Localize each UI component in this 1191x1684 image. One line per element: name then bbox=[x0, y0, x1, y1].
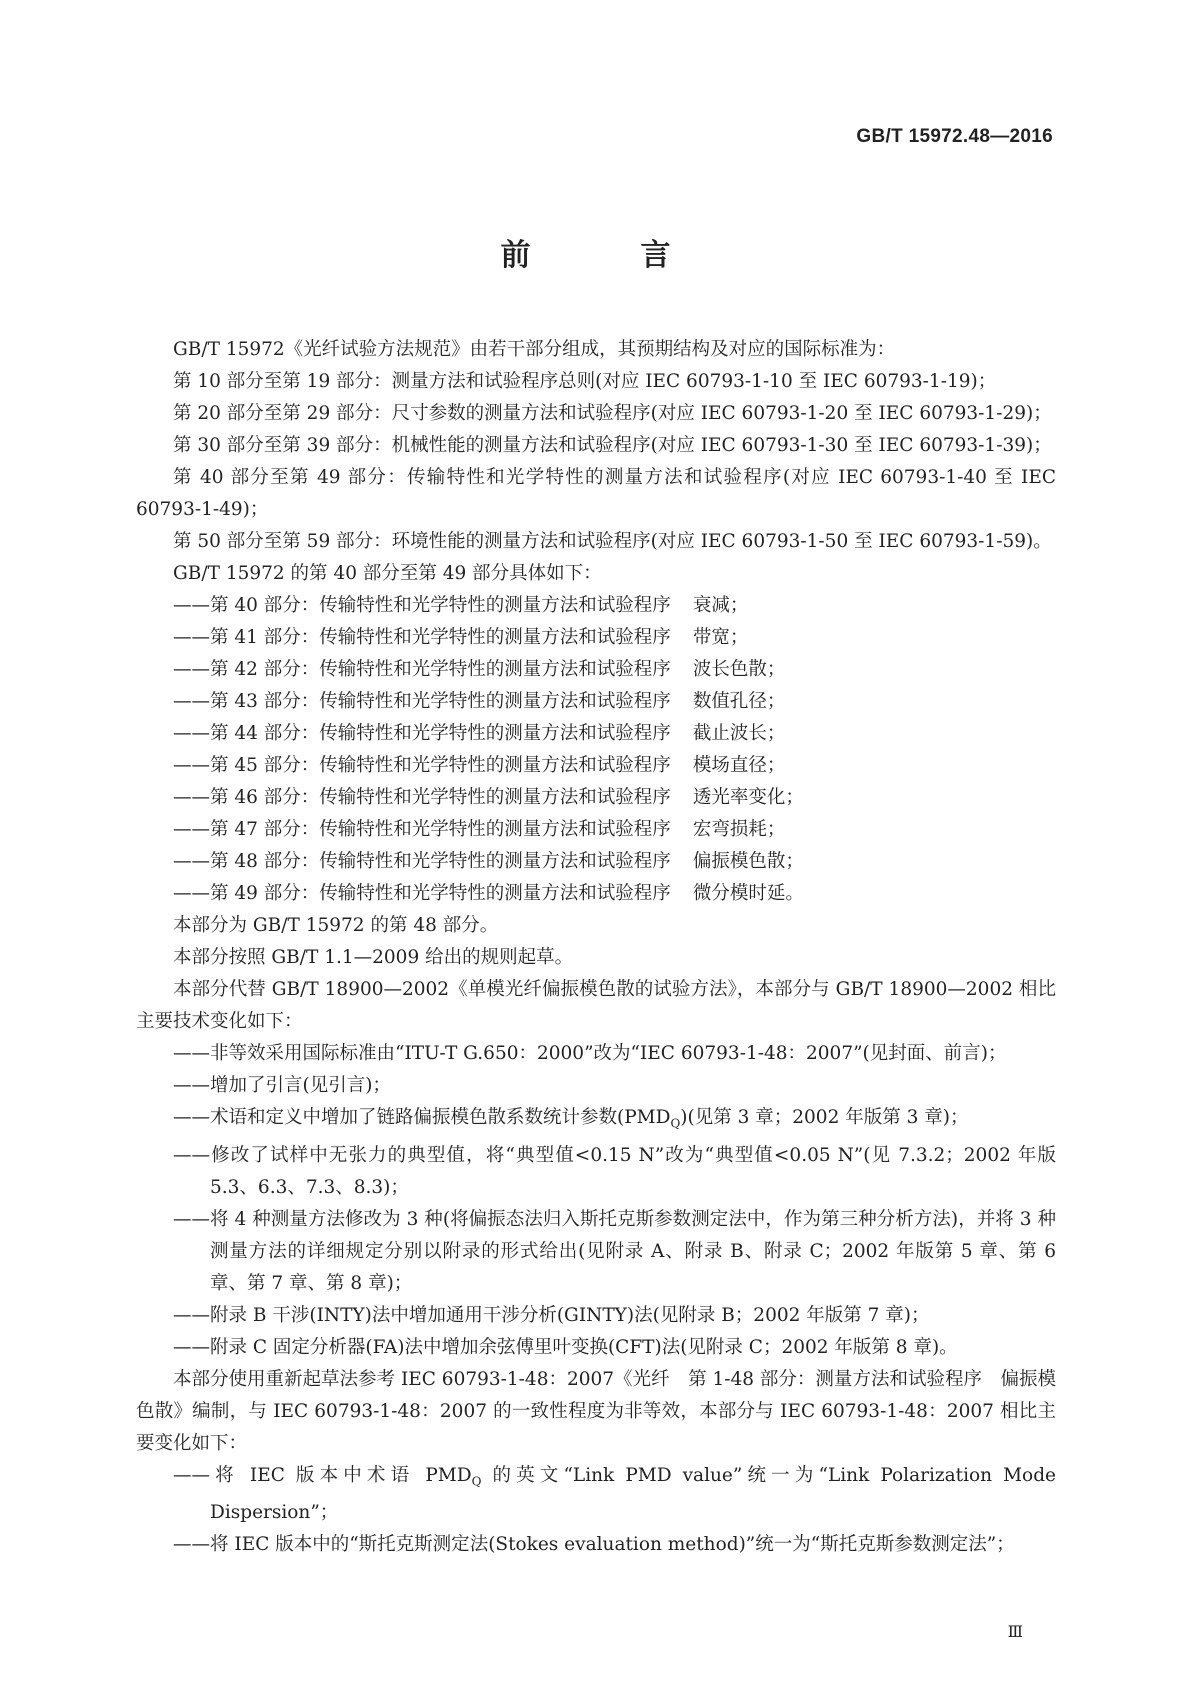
part-item: ——第 41 部分：传输特性和光学特性的测量方法和试验程序 带宽； bbox=[173, 627, 749, 648]
tech-change-item: ——增加了引言(见引言)； bbox=[173, 1075, 391, 1096]
page-title: 前 言 bbox=[500, 238, 711, 273]
part-item: ——第 46 部分：传输特性和光学特性的测量方法和试验程序 透光率变化； bbox=[173, 787, 804, 808]
structure-item: 第 30 部分至第 39 部分：机械性能的测量方法和试验程序(对应 IEC 60793-1-30 至 IEC 60793-1-39)； bbox=[173, 435, 1052, 456]
subscript: Q bbox=[670, 1116, 681, 1131]
structure-item: 第 40 部分至第 49 部分：传输特性和光学特性的测量方法和试验程序(对应 IEC 60793-1-40 至 IEC 60793-1-49)； bbox=[136, 467, 1056, 520]
part-item: ——第 43 部分：传输特性和光学特性的测量方法和试验程序 数值孔径； bbox=[173, 691, 786, 712]
intro-paragraph: GB/T 15972《光纤试验方法规范》由若干部分组成，其预期结构及对应的国际标准为： bbox=[173, 339, 896, 360]
tech-change-item: ——附录 B 干涉(INTY)法中增加通用干涉分析(GINTY)法(见附录 B；2002 年版第 7 章)； bbox=[173, 1304, 930, 1326]
replaces-paragraph: 本部分代替 GB/T 18900—2002《单模光纤偏振模色散的试验方法》，本部分与 GB/T 18900—2002 相比主要技术变化如下： bbox=[136, 979, 1056, 1032]
iec-change-item: ——将 IEC 版本中术语 $PMD_Q$ 的英文“Link PMD value”统一为“Link Polarization Mode Dispersion”； bbox=[173, 1464, 1056, 1524]
tech-change-item: ——修改了试样中无张力的典型值，将“典型值<0.15 N”改为“典型值<0.05 N”(见 7.3.2；2002 年版 5.3、6.3、7.3、8.3)； bbox=[173, 1144, 1056, 1198]
structure-item: 第 20 部分至第 29 部分：尺寸参数的测量方法和试验程序(对应 IEC 60793-1-20 至 IEC 60793-1-29)； bbox=[173, 403, 1052, 424]
part-item: ——第 49 部分：传输特性和光学特性的测量方法和试验程序 微分模时延。 bbox=[173, 883, 804, 904]
parts-intro: GB/T 15972 的第 40 部分至第 49 部分具体如下： bbox=[173, 563, 602, 584]
part-item: ——第 45 部分：传输特性和光学特性的测量方法和试验程序 模场直径； bbox=[173, 755, 786, 776]
structure-item: 第 10 部分至第 19 部分：测量方法和试验程序总则(对应 IEC 60793-1-10 至 IEC 60793-1-19)； bbox=[173, 371, 997, 392]
iec-change-item: ——将 IEC 版本中的“斯托克斯测定法(Stokes evaluation method)”统一为“斯托克斯参数测定法”； bbox=[173, 1534, 1015, 1556]
part-item: ——第 40 部分：传输特性和光学特性的测量方法和试验程序 衰减； bbox=[173, 595, 749, 616]
part-item: ——第 44 部分：传输特性和光学特性的测量方法和试验程序 截止波长； bbox=[173, 723, 786, 744]
this-part-paragraph: 本部分为 GB/T 15972 的第 48 部分。 bbox=[173, 915, 499, 936]
tech-change-item: ——术语和定义中增加了链路偏振模色散系数统计参数$(PMD_Q)$(见第 3 章；2002 年版第 3 章)； bbox=[173, 1107, 969, 1131]
part-item: ——第 48 部分：传输特性和光学特性的测量方法和试验程序 偏振模色散； bbox=[173, 851, 804, 872]
drafting-rule-paragraph: 本部分按照 GB/T 1.1—2009 给出的规则起草。 bbox=[173, 947, 574, 968]
part-item: ——第 42 部分：传输特性和光学特性的测量方法和试验程序 波长色散； bbox=[173, 659, 786, 680]
standard-code: GB/T 15972.48—2016 bbox=[856, 126, 1053, 147]
page-number: Ⅲ bbox=[1007, 1622, 1023, 1641]
document-body bbox=[136, 334, 1056, 1561]
structure-item: 第 50 部分至第 59 部分：环境性能的测量方法和试验程序(对应 IEC 60793-1-50 至 IEC 60793-1-59)。 bbox=[173, 531, 1052, 552]
redraft-paragraph: 本部分使用重新起草法参考 IEC 60793-1-48：2007《光纤 第 1-48 部分：测量方法和试验程序 偏振模色散》编制，与 IEC 60793-1-48：2007 的一致性程度为非等效，本部分与 IEC 60793-1-48：2007 相比主要变化如下： bbox=[136, 1368, 1056, 1454]
tech-change-item: ——附录 C 固定分析器(FA)法中增加余弦傅里叶变换(CFT)法(见附录 C；2002 年版第 8 章)。 bbox=[173, 1336, 958, 1358]
part-item: ——第 47 部分：传输特性和光学特性的测量方法和试验程序 宏弯损耗； bbox=[173, 819, 786, 840]
subscript: Q bbox=[471, 1474, 482, 1489]
tech-change-item: ——将 4 种测量方法修改为 3 种(将偏振态法归入斯托克斯参数测定法中，作为第三种分析方法)，并将 3 种测量方法的详细规定分别以附录的形式给出(见附录 A、附录 B、附录 C；2002 年版第 5 章、第 6 章、第 7 章、第 8 章)； bbox=[173, 1208, 1056, 1294]
tech-change-item: ——非等效采用国际标准由“ITU-T G.650：2000”改为“IEC 60793-1-48：2007”(见封面、前言)； bbox=[173, 1043, 1007, 1064]
